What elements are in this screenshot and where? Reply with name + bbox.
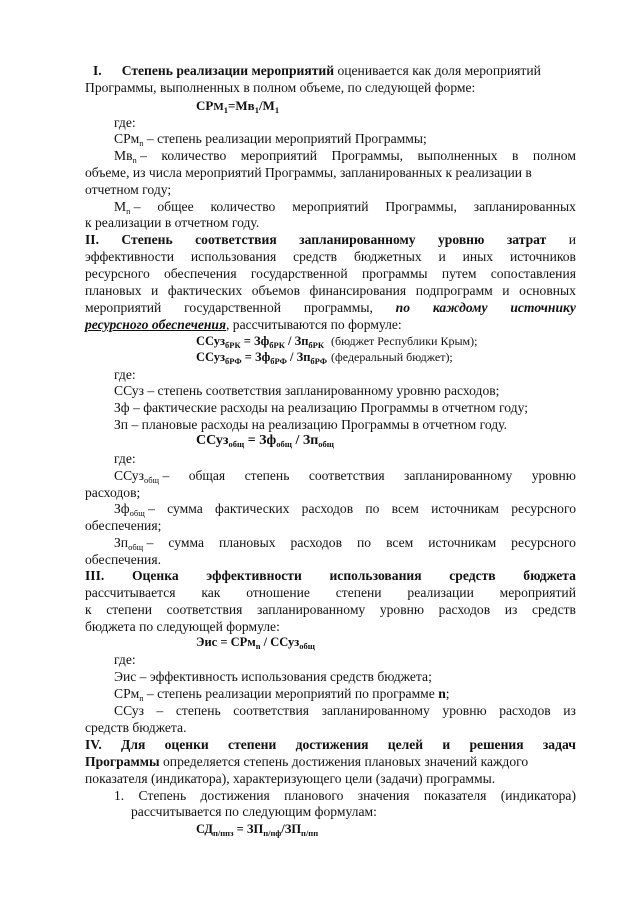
section-2-line2: эффективности использования средств бюджетных и иных источников bbox=[85, 249, 576, 264]
section-1-def-mv-line2: объеме, из числа мероприятий Программы, запланированных к реализации в bbox=[85, 165, 532, 180]
section-1-line2: Программы, выполненных в полном объеме, по следующей форме: bbox=[85, 80, 476, 95]
section-1-def-m-line1: $М_n$ – общее количество мероприятий Программы, запланированных bbox=[114, 199, 576, 216]
section-2-where-1: где: bbox=[114, 367, 136, 382]
section-3-heading: III. Оценка эффективности использования средств бюджета bbox=[85, 568, 576, 583]
section-2-where-2: где: bbox=[114, 451, 136, 466]
section-1-def-mv-line1: $Мв_n$ – количество мероприятий Программы, выполненных в полном bbox=[114, 148, 576, 165]
section-2-def-zf: Зф – фактические расходы на реализацию Программы в отчетном году; bbox=[114, 400, 528, 415]
formula-ssuz-brk-note: (бюджет Республики Крым); bbox=[331, 334, 478, 348]
section-2-line5: мероприятий государственной программы, по каждому источнику bbox=[85, 300, 576, 315]
section-1-def-srm: СРм$_n$ – степень реализации мероприятий Программы; bbox=[114, 131, 427, 148]
section-2-def-ssuz: ССуз – степень соответствия запланированному уровню расходов; bbox=[114, 383, 500, 398]
section-1-number: I. bbox=[93, 63, 102, 78]
section-1-line1-rest: оценивается как доля мероприятий bbox=[334, 63, 541, 78]
formula-eis: Эис = СРм$_n$ / ССуз$_{общ}$ bbox=[196, 635, 315, 651]
section-4-line2-rest: определяется степень достижения плановых значений каждого bbox=[159, 754, 529, 769]
formula-ssuz-brf-note: (федеральный бюджет); bbox=[331, 350, 453, 364]
section-3-def-srm: СРм$_n$ – степень реализации мероприятий по программе n; bbox=[114, 686, 450, 703]
section-3-line4: бюджета по следующей формуле: bbox=[85, 619, 280, 634]
section-1-heading bbox=[93, 62, 541, 79]
section-4-line3: показателя (индикатора), характеризующего цели (задачи) программы. bbox=[85, 771, 496, 786]
section-3-where: где: bbox=[114, 652, 136, 667]
section-2-def-zp: Зп – плановые расходы на реализацию Программы в отчетном году. bbox=[114, 417, 508, 432]
section-2-line6 bbox=[85, 316, 402, 333]
section-2-line6-rest: , рассчитываются по формуле: bbox=[226, 317, 402, 332]
section-3-line2: рассчитывается как отношение степени реализации мероприятий bbox=[85, 585, 576, 600]
section-2-heading: II. Степень соответствия запланированному уровню затрат и bbox=[85, 232, 576, 247]
section-4-item-1-line1: 1. Степень достижения планового значения показателя (индикатора) bbox=[114, 788, 576, 803]
section-3-number: III. bbox=[85, 568, 105, 583]
formula-ssuz-brk: ССуз$_{бРК}$ = $Зф_{бРК} / Зп_{бРК}$ bbox=[196, 334, 325, 350]
formula-ssuz-brf: ССуз$_{бРФ}$ = $Зф_{бРФ} / Зп_{бРФ}$ bbox=[196, 350, 328, 366]
formula-ssuz-total: ССуз$_{общ}$ = $Зф_{общ} / Зп_{общ}$ bbox=[196, 433, 334, 449]
section-2-def-ssuz-total-line1: ССуз$_{общ}$ – общая степень соответствия запланированному уровню bbox=[114, 468, 576, 485]
formula-sd: $СД_{п/ппз} = ЗП_{п/пф}/ЗП_{п/пп}$ bbox=[196, 822, 319, 838]
section-4-line2 bbox=[85, 753, 528, 770]
section-4-heading: IV. Для оценки степени достижения целей и решения задач bbox=[85, 737, 576, 752]
section-3-def-ssuz-line1: ССуз – степень соответствия запланированному уровню расходов из bbox=[114, 703, 576, 718]
section-4-number: IV. bbox=[85, 737, 102, 752]
section-2-def-zp-total-line1: $Зп_{общ}$ – сумма плановых расходов по всем источникам ресурсного bbox=[114, 535, 576, 552]
section-2-def-zf-total-line2: обеспечения; bbox=[85, 518, 162, 533]
section-3-def-ssuz-line2: средств бюджета. bbox=[85, 720, 187, 735]
section-3-line3: к степени соответствия запланированному уровню расходов из средств bbox=[85, 602, 576, 617]
formula-srm1: $СРМ_1=Мв_1/М_1$ bbox=[196, 98, 280, 115]
section-2-def-ssuz-total-line2: расходов; bbox=[85, 485, 141, 500]
section-2-number: II. bbox=[85, 232, 99, 247]
section-1-def-mv-line3: отчетном году; bbox=[85, 182, 172, 197]
section-2-line6-italic: ресурсного обеспечения bbox=[85, 317, 226, 332]
section-4-title-line2: Программы bbox=[85, 754, 160, 769]
section-2-def-zp-total-line2: обеспечения. bbox=[85, 552, 161, 567]
section-1-where: где: bbox=[114, 115, 136, 130]
section-4-item-1-line2: рассчитывается по следующим формулам: bbox=[131, 804, 377, 819]
section-2-def-zf-total-line1: $Зф_{общ}$ – сумма фактических расходов по всем источникам ресурсного bbox=[114, 501, 576, 518]
section-1-title: Степень реализации мероприятий bbox=[121, 63, 335, 78]
section-2-line3: ресурсного обеспечения государственной программы путем сопоставления bbox=[85, 266, 576, 281]
section-2-line4: плановых и фактических объемов финансирования подпрограмм и основных bbox=[85, 283, 576, 298]
section-3-def-eis: Эис – эффективность использования средств бюджета; bbox=[114, 669, 432, 684]
section-1-def-m-line2: к реализации в отчетном году. bbox=[85, 215, 260, 230]
